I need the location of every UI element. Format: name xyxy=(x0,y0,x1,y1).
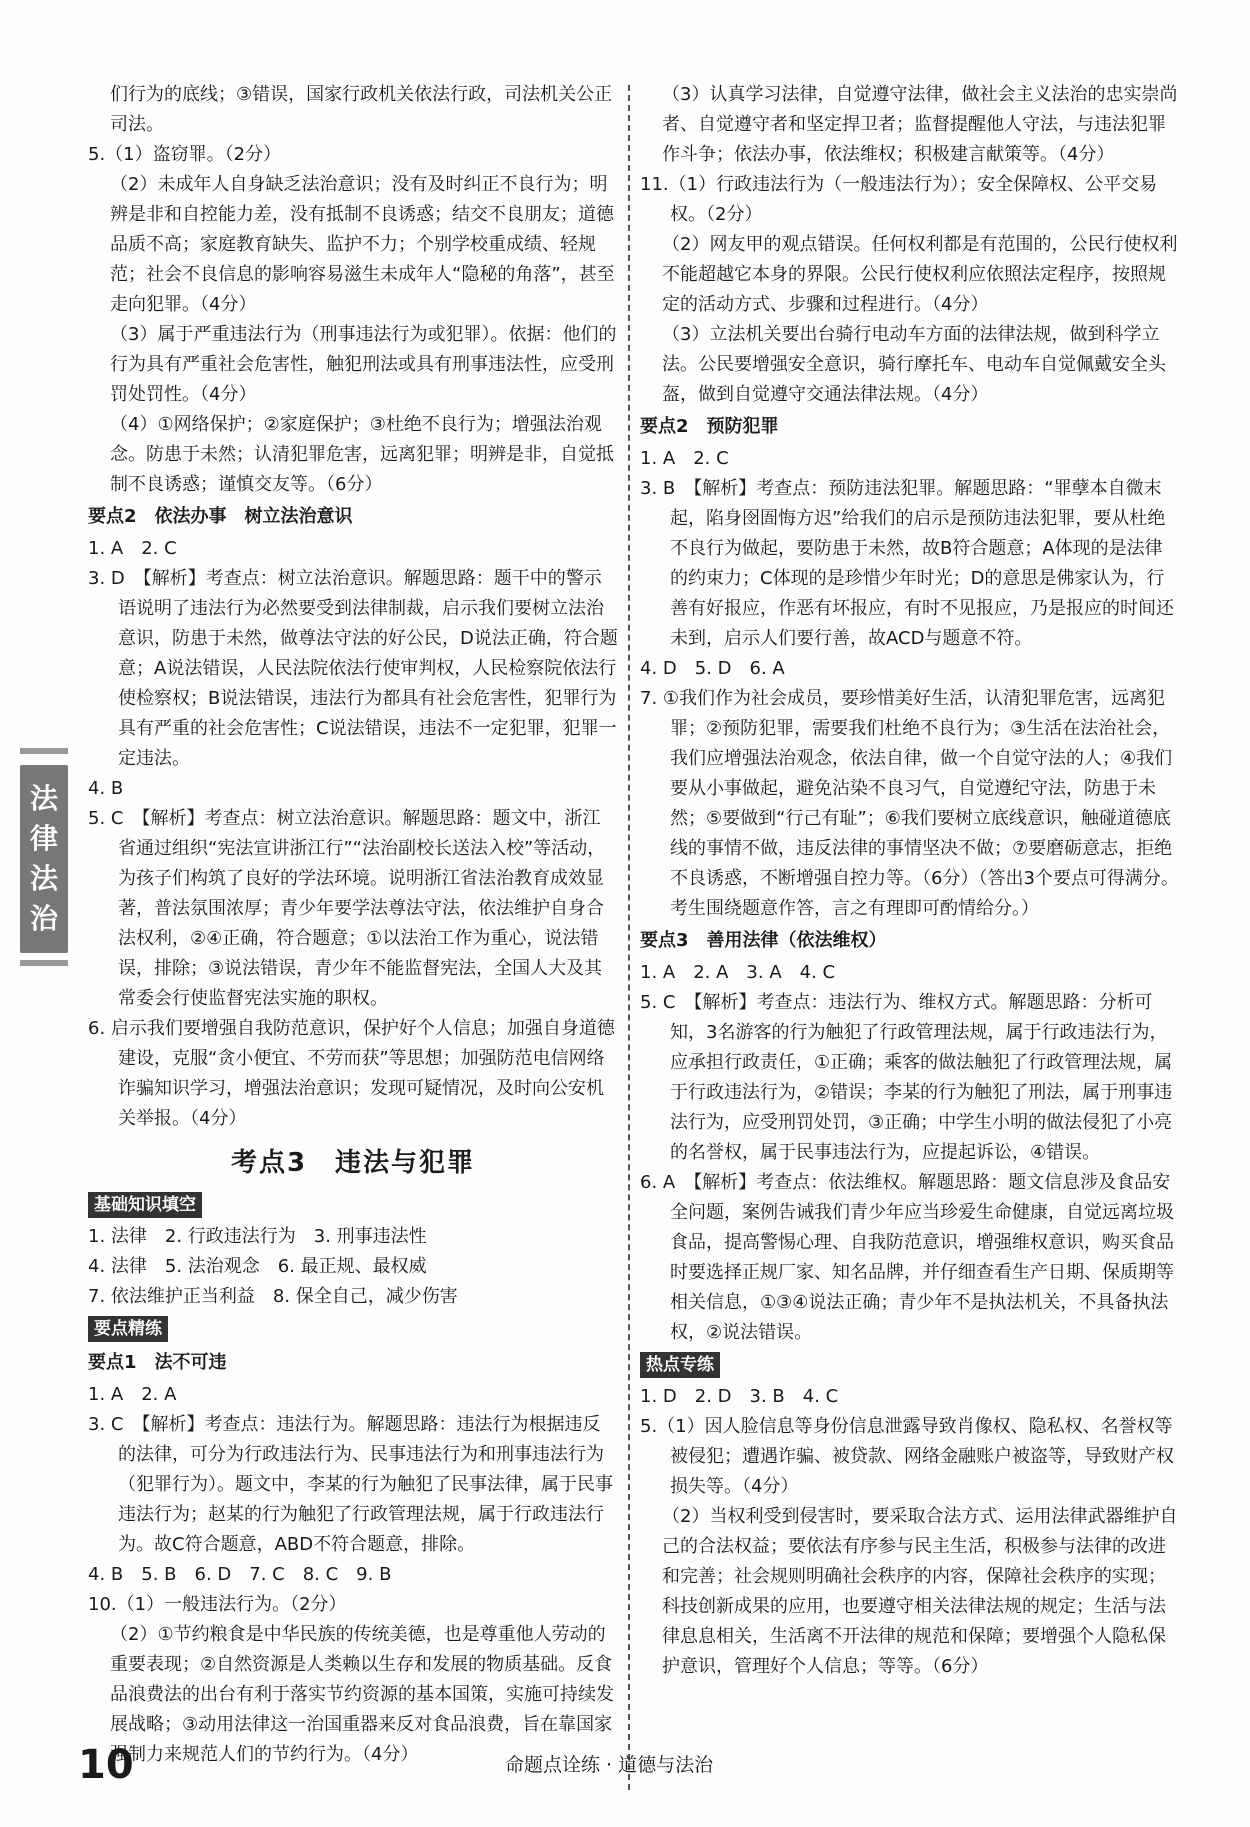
answer-subitem: （2）未成年人自身缺乏法治意识；没有及时纠正不良行为；明辨是非和自控能力差，没有抵制不良诱惑；结交不良朋友；道德品质不高；家庭教育缺失、监护不力；个别学校重成绩、轻规范；社会不良信息的影响容易滋生未成年人“隐秘的角落”，甚至走向犯罪。（4分） xyxy=(110,174,615,315)
answer-subitem: （3）认真学习法律，自觉遵守法律，做社会主义法治的忠实崇尚者、自觉遵守者和坚定捍卫者；监督提醒他人守法，与违法犯罪作斗争；依法办事，依法维权；积极建言献策等。（4分） xyxy=(662,84,1178,165)
section-heading: 要点2 依法办事 树立法治意识 xyxy=(88,506,353,527)
answer-item: 1. D 2. D 3. B 4. C xyxy=(640,1386,839,1407)
answer-item: 4. B xyxy=(88,778,124,799)
answer-subitem: （3）属于严重违法行为（刑事违法行为或犯罪）。依据：他们的行为具有严重社会危害性，触犯刑法或具有刑事违法性，应受刑罚处罚性。（4分） xyxy=(110,324,617,405)
section-heading: 要点2 预防犯罪 xyxy=(640,416,779,437)
section-tag: 要点精练 xyxy=(88,1316,168,1342)
side-tab-char: 律 xyxy=(29,822,58,855)
side-tab-char: 法 xyxy=(29,782,58,815)
answer-item: 4. B 5. B 6. D 7. C 8. C 9. B xyxy=(88,1564,392,1585)
answer-subitem: 们行为的底线；③错误，国家行政机关依法行政，司法机关公正司法。 xyxy=(110,84,613,135)
answer-item: 3. B 【解析】考查点：预防违法犯罪。解题思路：“罪孽本自微末起，陷身囹圄悔方迟”给我们的启示是预防违法犯罪，要从杜绝不良行为做起，要防患于未然，故B符合题意；A体现的是法律的约束力；C体现的是珍惜少年时光；D的意思是佛家认为，行善有好报应，作恶有坏报应，有时不见报应，乃是报应的时间还未到，启示人们要行善，故ACD与题意不符。 xyxy=(640,478,1174,649)
answer-item: 1. A 2. A 3. A 4. C xyxy=(640,962,836,983)
side-tab xyxy=(20,765,68,953)
answer-subitem: （4）①网络保护；②家庭保护；③杜绝不良行为；增强法治观念。防患于未然；认清犯罪危害，远离犯罪；明辨是非，自觉抵制不良诱惑；谨慎交友等。（6分） xyxy=(110,414,614,495)
answer-item: 5. C 【解析】考查点：树立法治意识。解题思路：题文中，浙江省通过组织“宪法宣讲浙江行”“法治副校长送法入校”等活动，为孩子们构筑了良好的学法环境。说明浙江省法治教育成效显著，普法氛围浓厚；青少年要学法尊法守法，依法维护自身合法权利，②④正确，符合题意；①以法治工作为重心，说法错误，排除；③说法错误，青少年不能监督宪法，全国人大及其常委会行使监督宪法实施的职权。 xyxy=(88,808,606,1009)
side-tab-char: 法 xyxy=(29,862,58,895)
answer-item: 5.（1）因人脸信息等身份信息泄露导致肖像权、隐私权、名誉权等被侵犯；遭遇诈骗、被贷款、网络金融账户被盗等，导致财产权损失等。（4分） xyxy=(640,1416,1174,1497)
answer-item: 3. D 【解析】考查点：树立法治意识。解题思路：题干中的警示语说明了违法行为必然要受到法律制裁，启示我们要树立法治意识，防患于未然，做尊法守法的好公民，D说法正确，符合题意；A说法错误，人民法院依法行使审判权，人民检察院依法行使检察权；B说法错误，违法行为都具有社会危害性，犯罪行为具有严重的社会危害性；C说法错误，违法不一定犯罪，犯罪一定违法。 xyxy=(88,568,618,769)
section-heading: 要点3 善用法律（依法维权） xyxy=(640,930,887,951)
answer-item: 1. A 2. C xyxy=(640,448,729,469)
column-divider xyxy=(628,85,630,1790)
answer-subitem: （2）当权利受到侵害时，要采取合法方式、运用法律武器维护自己的合法权益；要依法有序参与民主生活，积极参与法律的改进和完善；社会规则明确社会秩序的内容，保障社会秩序的实现；科技创新成果的应用，也要遵守相关法律法规的规定；生活与法律息息相关，生活离不开法律的规范和保障；要增强个人隐私保护意识，管理好个人信息；等等。（6分） xyxy=(662,1506,1178,1677)
answer-line: 4. 法律 5. 法治观念 6. 最正规、最权威 xyxy=(88,1256,427,1277)
answer-item: 4. D 5. D 6. A xyxy=(640,658,785,679)
answer-item: 3. C 【解析】考查点：违法行为。解题思路：违法行为根据违反的法律，可分为行政违法行为、民事违法行为和刑事违法行为（犯罪行为）。题文中，李某的行为触犯了民事法律，属于民事违法行为；赵某的行为触犯了行政管理法规，属于行政违法行为。故C符合题意，ABD不符合题意，排除。 xyxy=(88,1414,613,1555)
answer-item: 11.（1）行政违法行为（一般违法行为）；安全保障权、公平交易权。（2分） xyxy=(640,174,1158,225)
answer-item: 7. ①我们作为社会成员，要珍惜美好生活，认清犯罪危害，远离犯罪；②预防犯罪，需要我们杜绝不良行为；③生活在法治社会，我们应增强法治观念，依法自律，做一个自觉守法的人；④我们要从小事做起，避免沾染不良习气，自觉遵纪守法，防患于未然；⑤要做到“行己有耻”；⑥我们要树立底线意识，触碰道德底线的事情不做，违反法律的事情坚决不做；⑦要磨砺意志，拒绝不良诱惑，不断增强自控力等。（6分）（答出3个要点可得满分。考生围绕题意作答，言之有理即可酌情给分。） xyxy=(640,688,1179,919)
answer-item: 1. A 2. A xyxy=(88,1384,177,1405)
page-number: 10 xyxy=(78,1742,134,1788)
answer-item: 6. A 【解析】考查点：依法维权。解题思路：题文信息涉及食品安全问题，案例告诫我们青少年应当珍爱生命健康，自觉远离垃圾食品，提高警惕心理、自我防范意识，增强维权意识，购买食品时要选择正规厂家、知名品牌，并仔细查看生产日期、保质期等相关信息，①③④说法正确；青少年不是执法机关，不具备执法权，②说法错误。 xyxy=(640,1172,1174,1343)
answer-subitem: （2）①节约粮食是中华民族的传统美德，也是尊重他人劳动的重要表现；②自然资源是人类赖以生存和发展的物质基础。反食品浪费法的出台有利于落实节约资源的基本国策，实施可持续发展战略；③动用法律这一治国重器来反对食品浪费，旨在靠国家强制力来规范人们的节约行为。（4分） xyxy=(110,1624,614,1765)
answer-line: 1. 法律 2. 行政违法行为 3. 刑事违法性 xyxy=(88,1226,427,1247)
side-tab-stripe xyxy=(20,748,68,754)
answer-line: 7. 依法维护正当利益 8. 保全自己，减少伤害 xyxy=(88,1286,458,1307)
left-column xyxy=(88,80,618,1770)
answer-item: 5. C 【解析】考查点：违法行为、维权方式。解题思路：分析可知，3名游客的行为触犯了行政管理法规，属于行政违法行为，应承担行政责任，①正确；乘客的做法触犯了行政管理法规，属于行政违法行为，②错误；李某的行为触犯了刑法，属于刑事违法行为，应受刑罚处罚，③正确；中学生小明的做法侵犯了小亮的名誉权，属于民事违法行为，应提起诉讼，④错误。 xyxy=(640,992,1173,1163)
chapter-title: 考点3 违法与犯罪 xyxy=(230,1148,476,1178)
answer-item: 5.（1）盗窃罪。（2分） xyxy=(88,144,282,165)
right-column xyxy=(640,80,1180,1682)
section-heading: 要点1 法不可违 xyxy=(88,1352,227,1373)
answer-subitem: （3）立法机关要出台骑行电动车方面的法律法规，做到科学立法。公民要增强安全意识，骑行摩托车、电动车自觉佩戴安全头盔，做到自觉遵守交通法律法规。（4分） xyxy=(662,324,1166,405)
section-tag: 热点专练 xyxy=(640,1352,720,1378)
answer-item: 10.（1）一般违法行为。（2分） xyxy=(88,1594,347,1615)
answer-item: 1. A 2. C xyxy=(88,538,177,559)
side-tab-stripe xyxy=(20,960,68,966)
page-footer: 命题点诠练 · 道德与法治 xyxy=(505,1754,714,1776)
answer-item: 6. 启示我们要增强自我防范意识，保护好个人信息；加强自身道德建设，克服“贪小便宜、不劳而获”等思想；加强防范电信网络诈骗知识学习，增强法治意识；发现可疑情况，及时向公安机关举报。（4分） xyxy=(88,1018,615,1129)
section-tag: 基础知识填空 xyxy=(88,1192,202,1218)
answer-subitem: （2）网友甲的观点错误。任何权利都是有范围的，公民行使权利不能超越它本身的界限。公民行使权利应依照法定程序，按照规定的活动方式、步骤和过程进行。（4分） xyxy=(662,234,1178,315)
side-tab-char: 治 xyxy=(29,902,58,935)
